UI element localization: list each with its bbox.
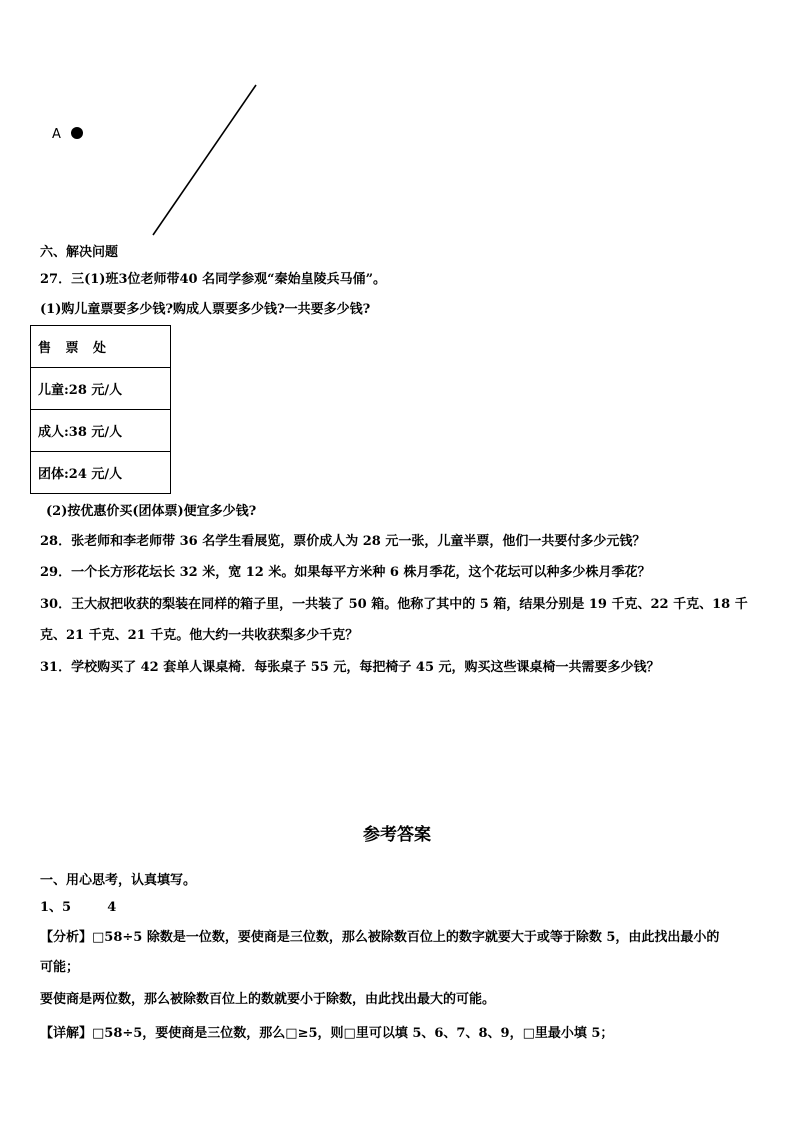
analysis-line-3: 要使商是两位数，那么被除数百位上的数就要小于除数，由此找出最大的可能。 [40,992,496,1007]
point-a-label: A [52,127,61,142]
adult-price-cell: 成人:38 元/人 [31,410,171,452]
ticket-office-header: 售 票 处 [31,326,171,368]
q28-text: 28．张老师和李老师带 36 名学生看展览，票价成人为 28 元一张，儿童半票，他们一共要付多少元钱？ [40,534,646,549]
table-row [31,452,171,494]
group-price-cell: 团体:24 元/人 [31,452,171,494]
q30-line1: 30．王大叔把收获的梨装在同样的箱子里，一共装了 50 箱。他称了其中的 5 箱，结果分别是 19 千克、22 千克、18 千 [40,597,748,612]
detail-line-1: 【详解】□58÷5，要使商是三位数，那么□≥5，则□里可以填 5、6、7、8、9，□里最小填 5； [40,1026,614,1041]
table-row [31,368,171,410]
answer-title: 参考答案 [363,825,431,845]
q31-text: 31．学校购买了 42 套单人课桌椅．每张桌子 55 元，每把椅子 45 元，购买这些课桌椅一共需要多少钱？ [40,660,660,675]
q30-line2: 克、21 千克、21 千克。他大约一共收获梨多少千克？ [40,628,359,643]
q27-sub2: (2)按优惠价买(团体票)便宜多少钱? [46,504,257,519]
analysis-line-2: 可能； [40,960,80,975]
table-row [31,410,171,452]
q29-text: 29．一个长方形花坛长 32 米，宽 12 米。如果每平方米种 6 株月季花，这个花坛可以种多少株月季花？ [40,565,651,580]
answers-section-one: 一、用心思考，认真填写。 [40,873,197,888]
analysis-line-1: 【分析】□58÷5 除数是一位数，要使商是三位数，那么被除数百位上的数字就要大于或等于除数 5，由此找出最小的 [40,930,720,945]
child-price-cell: 儿童:28 元/人 [31,368,171,410]
slanted-line [153,85,256,235]
table-row [31,326,171,368]
point-a-dot [71,127,83,139]
answer-item-1: 1、5 4 [40,900,117,915]
ticket-price-table [30,325,171,494]
q27-sub1: (1)购儿童票要多少钱?购成人票要多少钱?一共要多少钱? [40,302,371,317]
geometry-figure [0,0,794,260]
section-six-heading: 六、解决问题 [40,245,119,260]
q27-stem: 27．三(1)班3位老师带40 名同学参观“秦始皇陵兵马俑”。 [40,272,387,287]
